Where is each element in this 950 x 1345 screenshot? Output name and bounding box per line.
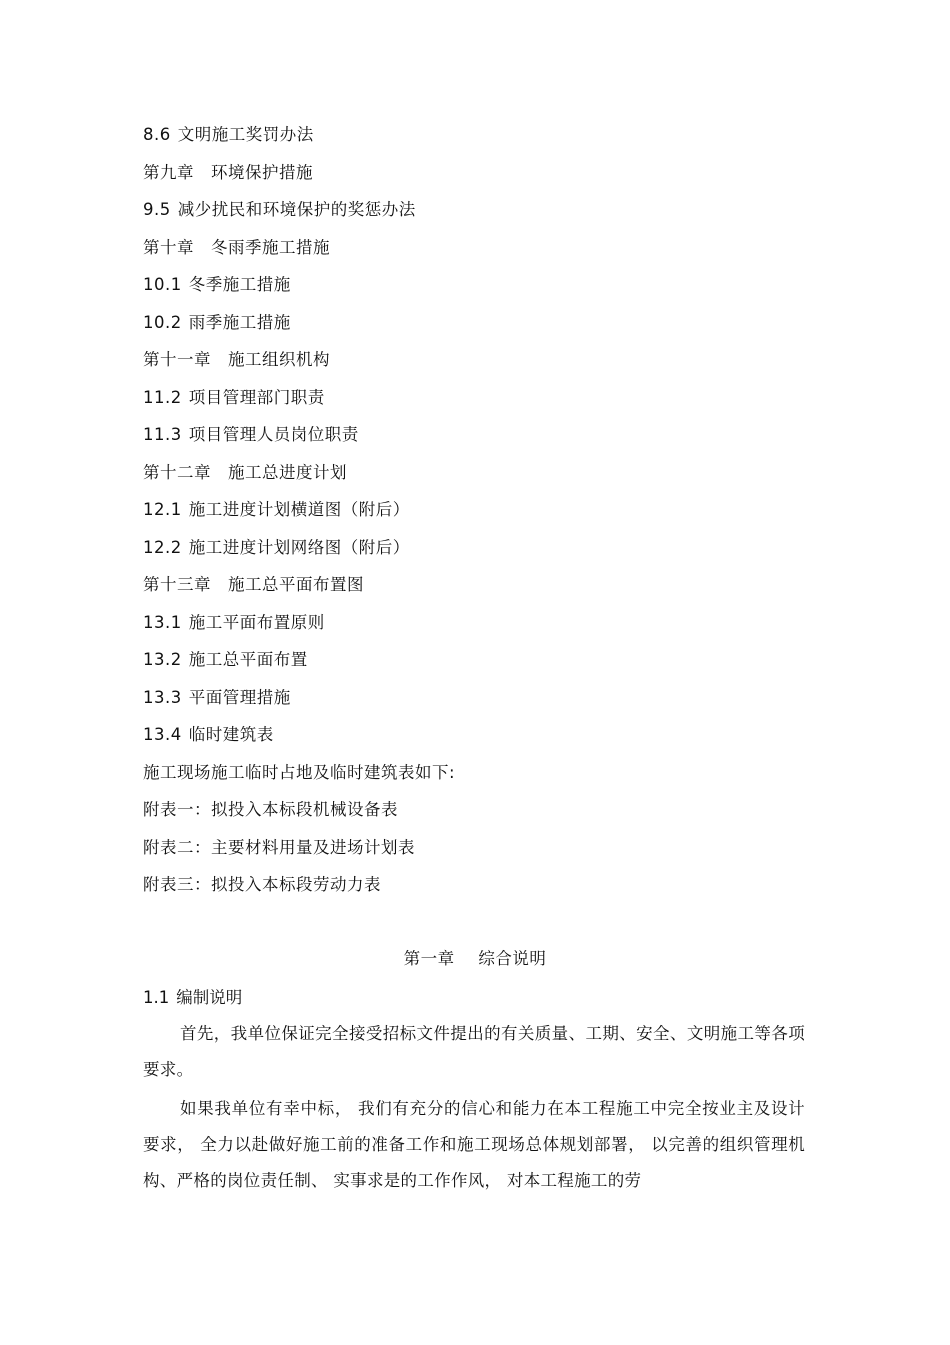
toc-number: 10.2 [143, 312, 182, 332]
toc-text: 冬季施工措施 [188, 275, 291, 294]
toc-text: 项目管理人员岗位职责 [188, 425, 359, 444]
toc-number: 12.1 [143, 500, 182, 519]
toc-chapter [143, 160, 823, 198]
toc-line [143, 385, 823, 423]
chapter-title: 第一章 综合说明 [403, 949, 547, 968]
toc-chapter [143, 235, 823, 273]
toc-text: 临时建筑表 [188, 725, 274, 744]
toc-text: 施工进度计划网络图（附后） [188, 537, 410, 557]
toc-chapter [143, 460, 823, 498]
toc-line [143, 610, 823, 648]
toc-note [143, 760, 823, 798]
toc-appendix [143, 797, 823, 835]
section-number: 1.1 [143, 988, 170, 1007]
toc-text: 文明施工奖罚办法 [177, 125, 314, 144]
toc-text: 第九章 环境保护措施 [143, 162, 313, 182]
toc-line [143, 685, 823, 723]
toc-text: 平面管理措施 [188, 687, 291, 707]
paragraph: 如果我单位有幸中标， 我们有充分的信心和能力在本工程施工中完全按业主及设计要求， 全力以赴做好施工前的准备工作和施工现场总体规划部署， 以完善的组织管理机构、严格的岗位责任制、 实事求是的工作作风， 对本工程施工的劳 [143, 1099, 805, 1190]
toc-line [143, 497, 823, 535]
toc-number: 13.2 [143, 650, 182, 669]
table-of-contents [143, 122, 823, 910]
toc-number: 11.2 [143, 387, 182, 407]
toc-text: 雨季施工措施 [188, 312, 291, 332]
toc-text: 施工总平面布置 [188, 650, 308, 669]
toc-text: 附表三：拟投入本标段劳动力表 [143, 875, 381, 894]
toc-appendix [143, 835, 823, 873]
toc-number: 13.4 [143, 725, 182, 744]
paragraph: 首先，我单位保证完全接受招标文件提出的有关质量、工期、安全、文明施工等各项要求。 [143, 1024, 805, 1079]
toc-line [143, 122, 823, 160]
toc-text: 附表二：主要材料用量及进场计划表 [143, 837, 415, 857]
toc-chapter [143, 347, 823, 385]
toc-text: 第十一章 施工组织机构 [143, 350, 330, 369]
toc-number: 13.3 [143, 687, 182, 707]
toc-text: 施工平面布置原则 [188, 612, 325, 632]
toc-text: 项目管理部门职责 [188, 387, 325, 407]
toc-line [143, 535, 823, 573]
toc-appendix [143, 872, 823, 910]
toc-text: 减少扰民和环境保护的奖惩办法 [177, 200, 416, 219]
toc-text: 附表一：拟投入本标段机械设备表 [143, 800, 398, 819]
toc-number: 10.1 [143, 275, 182, 294]
toc-line [143, 272, 823, 310]
toc-line [143, 647, 823, 685]
toc-text: 第十章 冬雨季施工措施 [143, 237, 330, 257]
toc-line [143, 310, 823, 348]
toc-text: 施工进度计划横道图（附后） [188, 500, 410, 519]
toc-text: 施工现场施工临时占地及临时建筑表如下: [143, 762, 456, 782]
section-title: 编制说明 [176, 988, 243, 1007]
toc-number: 12.2 [143, 537, 182, 557]
toc-line [143, 422, 823, 460]
toc-number: 8.6 [143, 125, 171, 144]
toc-line [143, 197, 823, 235]
toc-number: 9.5 [143, 200, 171, 219]
toc-line [143, 722, 823, 760]
toc-number: 13.1 [143, 612, 182, 632]
section-heading [143, 985, 242, 1011]
toc-text: 第十二章 施工总进度计划 [143, 462, 347, 482]
toc-number: 11.3 [143, 425, 182, 444]
toc-chapter [143, 572, 823, 610]
toc-text: 第十三章 施工总平面布置图 [143, 575, 364, 594]
